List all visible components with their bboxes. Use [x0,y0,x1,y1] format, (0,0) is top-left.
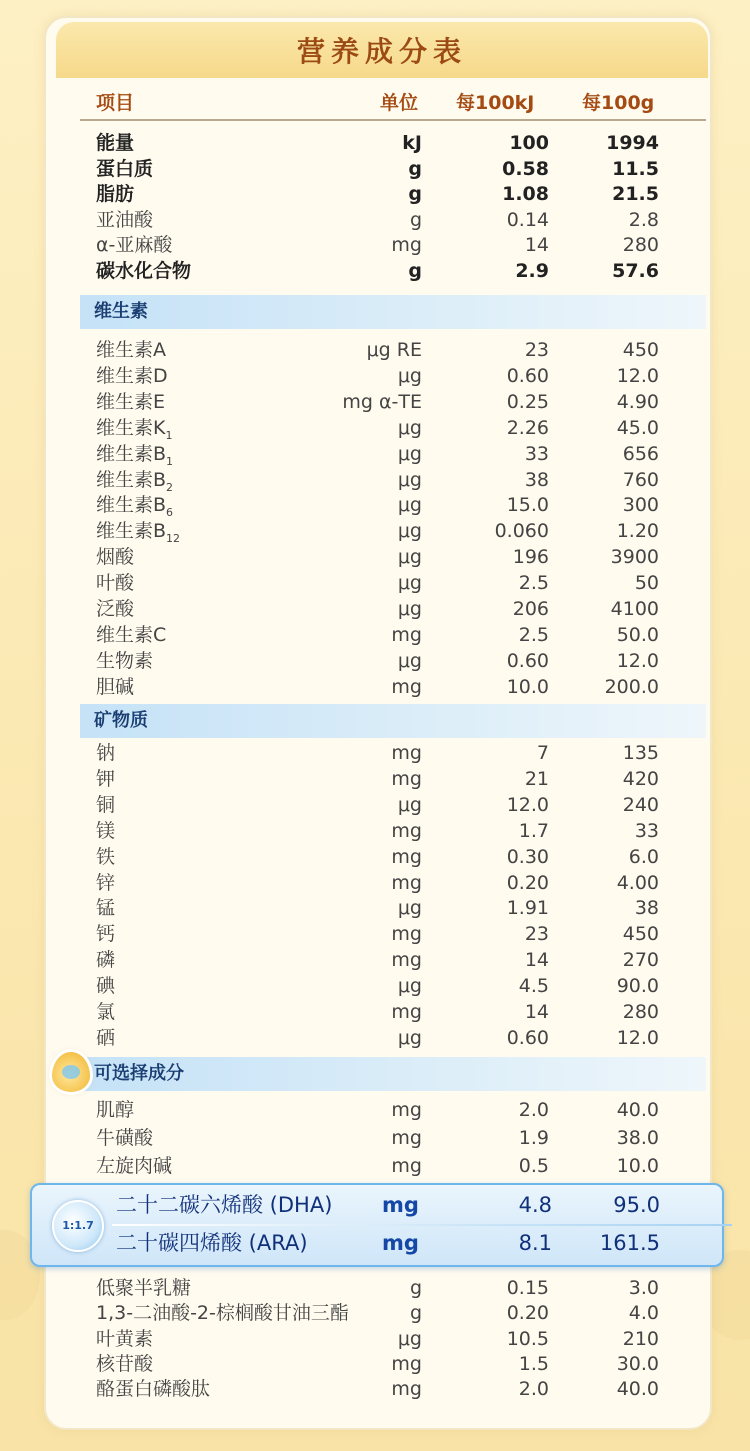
per-100g-cell: 656 [622,442,659,465]
nutrient-label: 钠 [96,742,116,764]
nutrient-name: 二十二碳六烯酸 (DHA) [116,1193,333,1217]
section-title: 维生素 [94,301,148,322]
table-row [0,740,750,766]
unit-cell: mg [391,1378,422,1401]
per-100g-cell: 200.0 [604,675,659,698]
unit-cell: g [408,260,422,282]
per-100kj-cell: 0.5 [518,1155,549,1177]
nutrient-label: 叶酸 [96,572,135,595]
per-100kj-cell: 10.0 [506,675,549,698]
per-100kj-cell: 0.060 [494,520,549,543]
nutrient-name [96,363,168,389]
per-100g-cell: 760 [622,468,659,491]
ratio-badge: 1:1.7 [52,1200,104,1252]
unit-cell: g [409,208,422,231]
per-100g-cell: 135 [622,742,659,764]
unit-cell: μg [397,897,422,920]
per-100kj-cell: 0.30 [506,845,549,868]
header-divider [80,119,706,121]
nutrient-name [96,1097,134,1123]
per-100kj-cell: 1.7 [518,819,549,842]
table-row [0,363,750,389]
nutrient-name [96,870,115,896]
per-100g-cell: 300 [622,494,659,517]
nutrient-label: 生物素 [96,649,154,672]
unit-cell: μg RE [366,339,422,361]
unit-cell: mg [391,1127,422,1149]
table-row [0,1351,750,1377]
per-100kj-cell: 14 [524,949,549,972]
unit-cell: g [408,157,422,180]
per-100g-cell: 12.0 [616,1026,659,1049]
nutrient-label: 维生素B [96,442,167,465]
nutrient-label: 胆碱 [96,675,135,698]
per-100g-cell: 210 [622,1327,659,1350]
per-100kj-cell: 23 [524,339,549,361]
per-100g-cell: 12.0 [616,364,659,387]
table-row [0,1376,750,1402]
nutrient-name [96,570,134,596]
table-row [0,1326,750,1352]
unit-cell: mg [391,623,422,646]
nutrient-name [96,596,134,622]
nutrient-name [96,1376,210,1402]
per-100kj-cell: 0.60 [506,364,549,387]
unit-cell: μg [397,442,422,465]
nutrient-name [96,1326,153,1352]
nutrient-label: 低聚半乳糖 [96,1277,192,1299]
per-100g-cell: 4100 [610,598,659,620]
per-100g-cell: 4.90 [616,390,659,413]
nutrient-label: 锰 [96,897,116,920]
table-row [0,999,750,1025]
unit-cell: μg [397,572,422,595]
per-100kj-cell: 38 [524,468,549,491]
per-100g-cell: 12.0 [616,649,659,672]
unit-cell: mg [391,742,422,764]
unit-cell: mg [391,1099,422,1121]
nutrient-subscript: 12 [166,532,181,546]
table-row [0,337,750,363]
nutrient-name [96,207,153,233]
table-row [0,648,750,674]
nutrient-subscript: 1 [166,454,174,468]
section-vitamins [80,295,706,329]
unit-cell: mg [391,819,422,842]
highlight-row [32,1226,722,1260]
unit-cell: mg [391,675,422,698]
per-100kj-cell: 0.25 [506,390,549,413]
nutrient-label: 维生素K [96,416,166,439]
nutrient-name [96,973,115,999]
per-100kj-cell: 0.15 [506,1277,549,1299]
table-row [0,921,750,947]
nutrient-name [96,999,115,1025]
nutrient-label: 能量 [96,132,135,154]
nutrient-name [96,1125,153,1151]
nutrient-label: 泛酸 [96,598,135,620]
nutrient-name [96,622,166,648]
nutrient-name [96,844,115,870]
per-100kj-cell: 206 [512,598,549,620]
nutrient-label: 维生素E [96,390,166,413]
table-row [0,1125,750,1151]
nutrient-label: 氯 [96,1001,116,1023]
per-100kj-cell: 100 [509,132,549,154]
nutrient-name [96,1025,115,1051]
nutrient-label: 磷 [96,949,116,972]
per-100kj-cell: 2.26 [506,416,549,439]
nutrient-label: 维生素B [96,520,167,543]
table-row [0,232,750,258]
unit-cell: μg [397,649,422,672]
drop-icon [52,1052,90,1092]
nutrient-name [96,947,115,973]
nutrient-label: 烟酸 [96,546,135,569]
nutrient-label: 酪蛋白磷酸肽 [96,1378,211,1401]
unit-cell: mg [382,1231,419,1255]
nutrient-label: 左旋肉碱 [96,1155,173,1177]
per-100g-cell: 280 [622,234,659,257]
table-row [0,441,750,467]
table-row [0,973,750,999]
header-per-kj: 每100kJ [456,92,535,114]
per-100g-cell: 240 [622,793,659,816]
nutrient-name [96,156,153,182]
per-100kj-cell: 2.5 [518,623,549,646]
table-row [0,1097,750,1123]
per-100g-cell: 57.6 [612,260,659,282]
table-row [0,1153,750,1179]
table-row [0,467,750,493]
per-100g-cell: 270 [622,949,659,972]
table-row [0,596,750,622]
per-100kj-cell: 15.0 [506,494,549,517]
nutrient-subscript: 6 [166,506,174,520]
per-100g-cell: 10.0 [616,1155,659,1177]
nutrient-name [96,1351,153,1377]
per-100g-cell: 161.5 [599,1231,660,1255]
nutrient-label: α-亚麻酸 [96,234,173,257]
per-100g-cell: 50 [634,572,659,595]
table-row [0,947,750,973]
section-optional [80,1057,706,1091]
nutrient-name [96,181,134,207]
per-100g-cell: 450 [622,923,659,946]
dha-ara-highlight [30,1183,724,1267]
per-100kj-cell: 0.20 [506,1302,549,1325]
per-100kj-cell: 14 [524,234,549,257]
unit-cell: μg [397,975,422,998]
per-100kj-cell: 2.0 [518,1378,549,1401]
unit-cell: mg [391,949,422,972]
unit-cell: mg [391,1155,422,1177]
nutrient-label: 铁 [96,845,116,868]
per-100g-cell: 2.8 [628,208,659,231]
table-row [0,544,750,570]
unit-cell: μg [397,1026,422,1049]
per-100g-cell: 21.5 [612,183,659,206]
nutrient-subscript: 1 [165,428,173,442]
per-100kj-cell: 21 [524,767,549,790]
nutrient-name [96,766,115,792]
per-100g-cell: 40.0 [616,1099,659,1121]
table-row [0,622,750,648]
nutrient-name [96,792,115,818]
table-row [0,1275,750,1301]
unit-cell: mg [391,923,422,946]
nutrient-label: 碘 [96,975,116,998]
per-100g-cell: 33 [634,819,659,842]
unit-cell: mg [391,767,422,790]
per-100kj-cell: 1.08 [502,183,549,206]
nutrient-label: 锌 [96,871,116,894]
nutrient-label: 脂肪 [96,183,135,206]
per-100kj-cell: 8.1 [518,1231,552,1255]
per-100kj-cell: 23 [524,923,549,946]
table-row [0,792,750,818]
nutrient-name [96,818,115,844]
per-100kj-cell: 10.5 [506,1327,549,1350]
table-row [0,674,750,700]
section-title: 矿物质 [94,710,148,731]
per-100g-cell: 30.0 [616,1352,659,1375]
per-100g-cell: 280 [622,1001,659,1023]
per-100kj-cell: 2.9 [515,260,549,282]
unit-cell: g [409,1302,422,1325]
per-100g-cell: 450 [622,339,659,361]
per-100kj-cell: 1.91 [506,897,549,920]
nutrient-name [96,337,166,363]
per-100g-cell: 40.0 [616,1378,659,1401]
table-row [0,844,750,870]
nutrient-name [96,921,115,947]
table-row [0,258,750,284]
per-100kj-cell: 1.9 [518,1127,549,1149]
nutrient-name [96,1153,172,1179]
unit-cell: mg [391,1352,422,1375]
nutrient-name [96,648,153,674]
nutrient-label: 铜 [96,793,116,816]
table-row [0,570,750,596]
table-row [0,870,750,896]
header-item: 项目 [96,92,135,114]
per-100kj-cell: 2.5 [518,572,549,595]
table-row [0,818,750,844]
per-100kj-cell: 0.58 [502,157,549,180]
per-100kj-cell: 12.0 [506,793,549,816]
unit-cell: μg [397,468,422,491]
per-100g-cell: 4.0 [628,1302,659,1325]
unit-cell: μg [397,793,422,816]
unit-cell: mg [391,871,422,894]
per-100kj-cell: 4.5 [518,975,549,998]
per-100g-cell: 11.5 [612,157,659,180]
per-100g-cell: 90.0 [616,975,659,998]
header-unit: 单位 [380,92,419,114]
header-per-g: 每100g [582,92,655,114]
nutrient-label: 肌醇 [96,1099,135,1121]
nutrient-label: 钾 [96,767,116,790]
nutrient-label: 硒 [96,1026,116,1049]
per-100kj-cell: 0.14 [506,208,549,231]
section-title: 可选择成分 [94,1063,184,1084]
page-title: 营养成分表 [296,35,467,68]
unit-cell: g [409,1277,422,1299]
per-100g-cell: 1994 [606,132,659,154]
nutrient-name [96,232,172,258]
table-row [0,415,750,441]
table-row [0,181,750,207]
per-100g-cell: 50.0 [616,623,659,646]
nutrient-name [96,895,115,921]
per-100g-cell: 1.20 [616,520,659,543]
per-100g-cell: 45.0 [616,416,659,439]
per-100kj-cell: 4.8 [518,1193,552,1217]
per-100kj-cell: 14 [524,1001,549,1023]
unit-cell: μg [397,520,422,543]
nutrient-name [96,1275,191,1301]
unit-cell: mg α-TE [342,390,422,413]
nutrient-label: 维生素B [96,468,167,491]
table-row [0,895,750,921]
per-100kj-cell: 0.20 [506,871,549,894]
table-row [0,1025,750,1051]
unit-cell: μg [397,546,422,569]
per-100kj-cell: 196 [512,546,549,569]
nutrient-name [96,258,191,284]
table-row [0,207,750,233]
table-row [0,518,750,544]
per-100g-cell: 3.0 [628,1277,659,1299]
nutrient-label: 蛋白质 [96,157,154,180]
per-100kj-cell: 1.5 [518,1352,549,1375]
unit-cell: μg [397,416,422,439]
per-100g-cell: 38.0 [616,1127,659,1149]
nutrient-name [96,740,115,766]
nutrient-label: 碳水化合物 [96,260,192,282]
unit-cell: μg [397,364,422,387]
per-100kj-cell: 33 [524,442,549,465]
nutrient-label: 叶黄素 [96,1327,154,1350]
nutrient-label: 亚油酸 [96,208,154,231]
per-100g-cell: 4.00 [616,871,659,894]
nutrient-label: 维生素A [96,339,166,361]
title-bar [56,22,708,78]
nutrient-name [96,389,165,415]
unit-cell: mg [391,845,422,868]
per-100kj-cell: 0.60 [506,1026,549,1049]
unit-cell: μg [397,1327,422,1350]
nutrient-name: 二十碳四烯酸 (ARA) [116,1231,308,1255]
per-100g-cell: 38 [634,897,659,920]
table-row [0,1300,750,1326]
per-100kj-cell: 7 [536,742,549,764]
nutrient-label: 核苷酸 [96,1352,154,1375]
unit-cell: kJ [402,132,422,154]
table-row [0,389,750,415]
per-100g-cell: 6.0 [628,845,659,868]
nutrient-name [96,674,134,700]
nutrient-label: 维生素D [96,364,168,387]
nutrient-label: 镁 [96,819,116,842]
nutrient-subscript: 2 [166,480,174,494]
unit-cell: μg [397,598,422,620]
table-row [0,130,750,156]
per-100kj-cell: 0.60 [506,649,549,672]
table-row [0,492,750,518]
per-100g-cell: 95.0 [613,1193,660,1217]
per-100g-cell: 3900 [610,546,659,569]
unit-cell: g [408,183,422,206]
per-100kj-cell: 2.0 [518,1099,549,1121]
unit-cell: μg [397,494,422,517]
nutrient-name [96,1300,349,1326]
nutrient-label: 牛磺酸 [96,1127,154,1149]
nutrient-name [96,544,134,570]
highlight-row [32,1188,722,1222]
nutrient-label: 维生素B [96,494,167,517]
unit-cell: mg [391,1001,422,1023]
nutrient-label: 钙 [96,923,116,946]
table-row [0,156,750,182]
unit-cell: mg [391,234,422,257]
nutrient-name [96,130,134,156]
per-100g-cell: 420 [622,767,659,790]
section-minerals [80,704,706,738]
nutrient-label: 维生素C [96,623,167,646]
unit-cell: mg [382,1193,419,1217]
table-row [0,766,750,792]
nutrient-label: 1,3-二油酸-2-棕榈酸甘油三酯 [96,1302,349,1325]
